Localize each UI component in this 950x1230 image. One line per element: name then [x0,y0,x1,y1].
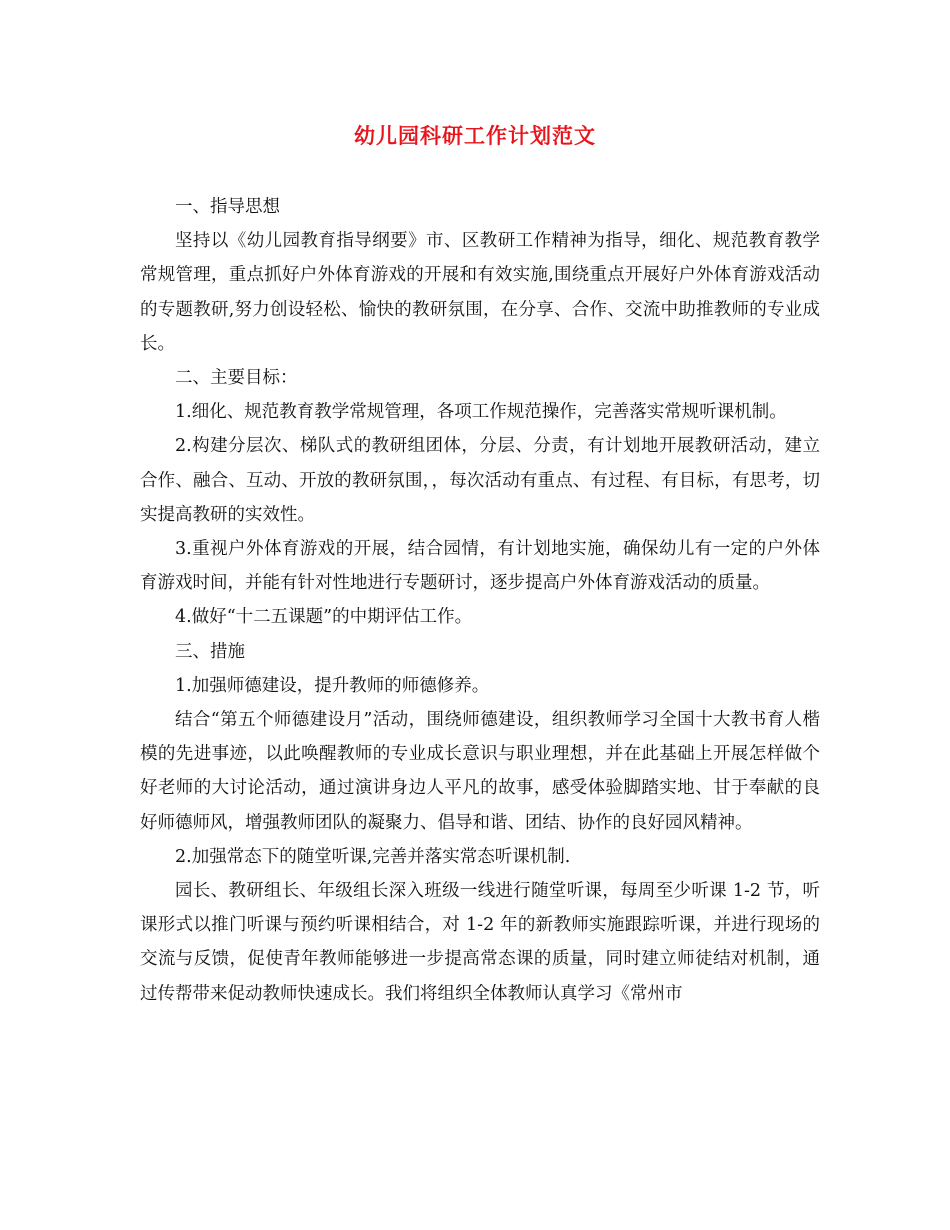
subsection-heading: 1.加强师德建设，提升教师的师德修养。 [175,675,490,696]
body-paragraph: 园长、教研组长、年级组长深入班级一线进行随堂听课，每周至少听课 1-2 节，听课形式以推门听课与预约听课相结合，对 1-2 年的新教师实施跟踪听课，并进行现场的交流与反馈，促使青年教师能够进一步提高常态课的质量，同时建立师徒结对机制，通过传帮带来促动教师快速成长。我们将组织全体教师认真学习《常州市 [140,881,820,1004]
section-heading: 二、主要目标： [175,368,298,389]
section-heading: 三、措施 [175,641,245,662]
body-paragraph: 结合“第五个师德建设月”活动，围绕师德建设，组织教师学习全国十大教书育人楷模的先进事迹，以此唤醒教师的专业成长意识与职业理想，并在此基础上开展怎样做个好老师的大讨论活动，通过演讲身边人平凡的故事，感受体验脚踏实地、甘于奉献的良好师德师风，增强教师团队的凝聚力、倡导和谐、团结、协作的良好园风精神。 [140,710,820,833]
body-paragraph: 坚持以《幼儿园教育指导纲要》市、区教研工作精神为指导，细化、规范教育教学常规管理，重点抓好户外体育游戏的开展和有效实施,围绕重点开展好户外体育游戏活动的专题教研,努力创设轻松、愉快的教研氛围，在分享、合作、交流中助推教师的专业成长。 [140,231,820,354]
subsection-heading: 2.加强常态下的随堂听课,完善并落实常态听课机制. [175,846,571,867]
list-item: 1.细化、规范教育教学常规管理，各项工作规范操作，完善落实常规听课机制。 [175,402,787,423]
list-item: 2.构建分层次、梯队式的教研组团体，分层、分责，有计划地开展教研活动，建立合作、融合、互动、开放的教研氛围，，每次活动有重点、有过程、有目标，有思考，切实提高教研的实效性。 [140,436,820,525]
list-item: 4.做好“十二五课题”的中期评估工作。 [175,607,473,628]
document-title: 幼儿园科研工作计划范文 [354,124,596,148]
list-item: 3.重视户外体育游戏的开展，结合园情，有计划地实施，确保幼儿有一定的户外体育游戏时间，并能有针对性地进行专题研讨，逐步提高户外体育游戏活动的质量。 [140,539,820,594]
document-body [140,190,820,1011]
section-heading: 一、指导思想 [175,197,280,217]
